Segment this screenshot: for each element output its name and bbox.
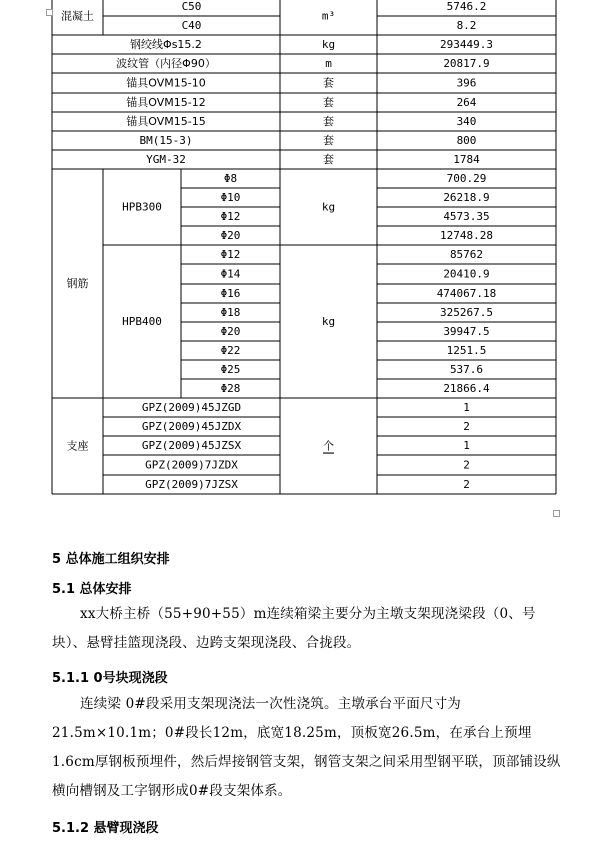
quantity-cell: 800 xyxy=(456,134,477,147)
heading-section-5: 5 总体施工组织安排 xyxy=(52,552,170,567)
spec-cell: Φ12 xyxy=(220,210,241,223)
spec-cell: C40 xyxy=(181,19,202,32)
spec-cell: 锚具OVM15-12 xyxy=(126,96,206,109)
quantity-cell: 20817.9 xyxy=(443,57,490,70)
spec-cell: GPZ(2009)45JZGD xyxy=(141,401,242,414)
quantity-cell: 12748.28 xyxy=(440,229,493,242)
quantity-cell: 340 xyxy=(456,115,477,128)
quantity-cell: 1 xyxy=(463,439,470,452)
spec-cell: Φ16 xyxy=(220,287,241,300)
quantity-cell: 8.2 xyxy=(456,19,477,32)
quantity-cell: 264 xyxy=(456,96,477,109)
unit-cell: kg xyxy=(321,200,336,214)
spec-cell: 波纹管（内径Φ90） xyxy=(116,57,216,70)
unit-cell: 套 xyxy=(323,115,334,128)
quantity-cell: 2 xyxy=(463,420,470,433)
spec-cell: Φ28 xyxy=(220,382,241,395)
spec-cell: Φ20 xyxy=(220,229,241,242)
spec-cell: Φ18 xyxy=(220,306,241,319)
subcategory-cell: HPB400 xyxy=(122,315,162,328)
unit-cell: kg xyxy=(321,315,336,328)
spec-cell: Φ12 xyxy=(220,248,241,261)
heading-section-5-1-2: 5.1.2 悬臂现浇段 xyxy=(52,821,159,836)
paragraph-block-0: 连续梁 0#段采用支架现浇法一次性浇筑。主墩承台平面尺寸为 21.5m×10.1m；0#段长12m，底宽18.25m，顶板宽26.5m，在承台上预埋1.6cm厚钢板预埋件，然后焊接钢管支架，钢管支架之间采用型钢平联，顶部铺设纵横向槽钢及工字钢形成0#段支架体系。 xyxy=(52,696,561,799)
subcategory-cell: HPB300 xyxy=(122,200,162,214)
quantity-cell: 1784 xyxy=(453,153,480,166)
quantity-cell: 85762 xyxy=(449,248,484,261)
spec-cell: Φ25 xyxy=(220,363,241,376)
quantity-cell: 1 xyxy=(463,401,470,414)
unit-cell: m xyxy=(325,57,332,70)
spec-cell: YGM-32 xyxy=(146,153,186,166)
quantity-cell: 2 xyxy=(463,458,470,472)
spec-cell: 锚具OVM15-10 xyxy=(126,76,206,90)
paragraph-overall-arrangement: xx大桥主桥（55+90+55）m连续箱梁主要分为主墩支架现浇梁段（0、号块）、悬臂挂篮现浇段、边跨支架现浇段、合拢段。 xyxy=(52,606,536,651)
unit-cell: 个 xyxy=(323,439,334,453)
quantity-cell: 396 xyxy=(456,76,477,90)
spec-cell: GPZ(2009)7JZDX xyxy=(145,458,238,472)
unit-cell: kg xyxy=(321,38,336,51)
quantity-cell: 293449.3 xyxy=(440,38,493,51)
unit-cell: m³ xyxy=(321,9,336,23)
unit-cell: 套 xyxy=(323,76,334,90)
unit-cell: 套 xyxy=(323,134,334,147)
spec-cell: GPZ(2009)7JZSX xyxy=(145,478,238,491)
heading-section-5-1-1: 5.1.1 0号块现浇段 xyxy=(52,671,168,686)
quantity-cell: 4573.35 xyxy=(443,210,490,223)
table-resize-handle[interactable] xyxy=(553,510,560,517)
spec-cell: GPZ(2009)45JZSX xyxy=(141,439,242,452)
category-cell: 支座 xyxy=(66,439,89,453)
quantity-cell: 474067.18 xyxy=(436,287,497,300)
spec-cell: Φ22 xyxy=(220,344,241,357)
spec-cell: C50 xyxy=(181,0,202,13)
category-cell: 混凝土 xyxy=(61,9,94,23)
quantity-cell: 537.6 xyxy=(449,363,484,376)
spec-cell: Φ10 xyxy=(220,191,241,204)
quantity-cell: 21866.4 xyxy=(443,382,490,395)
unit-cell: 套 xyxy=(323,96,334,109)
quantity-cell: 700.29 xyxy=(446,172,487,185)
quantity-cell: 39947.5 xyxy=(443,325,490,338)
quantity-cell: 2 xyxy=(463,478,470,491)
quantity-cell: 1251.5 xyxy=(446,344,487,357)
category-cell: 钢筋 xyxy=(66,277,89,290)
spec-cell: GPZ(2009)45JZDX xyxy=(141,420,242,433)
spec-cell: 锚具OVM15-15 xyxy=(126,115,206,128)
spec-cell: Φ14 xyxy=(220,267,241,281)
table-move-handle[interactable] xyxy=(46,9,53,16)
quantity-cell: 325267.5 xyxy=(440,306,493,319)
quantity-cell: 5746.2 xyxy=(446,0,487,13)
quantity-cell: 20410.9 xyxy=(443,267,490,281)
quantity-cell: 26218.9 xyxy=(443,191,490,204)
spec-cell: Φ8 xyxy=(223,172,238,185)
spec-cell: BM(15-3) xyxy=(139,134,193,147)
unit-cell: 套 xyxy=(323,153,334,166)
spec-cell: 钢绞线Φs15.2 xyxy=(130,38,202,51)
spec-cell: Φ20 xyxy=(220,325,241,338)
heading-section-5-1: 5.1 总体安排 xyxy=(52,582,132,597)
